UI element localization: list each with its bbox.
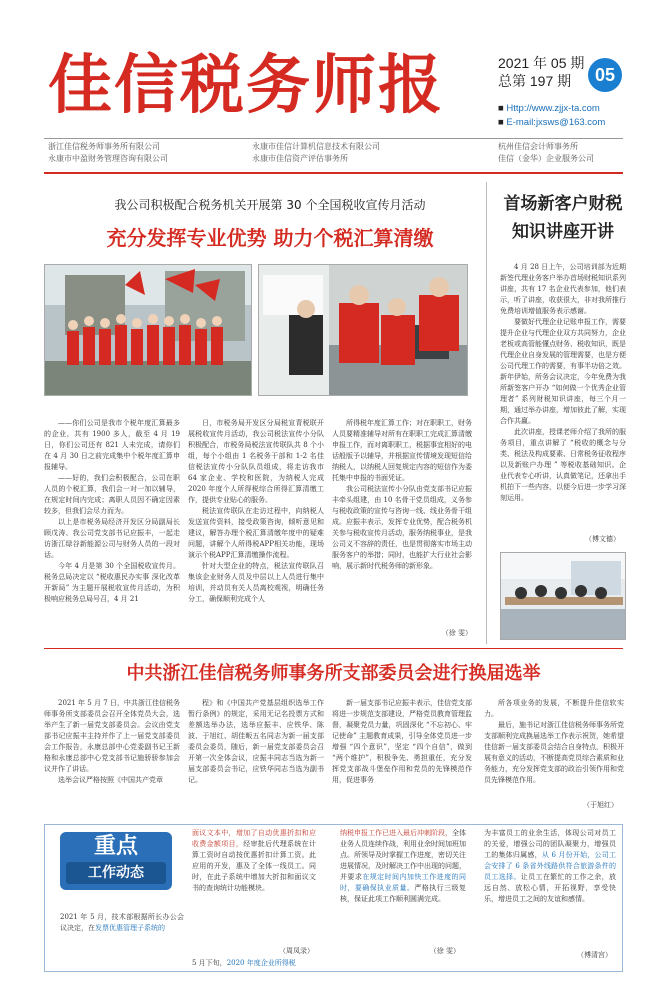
paragraph: 所各项业务的发展，不断提升佳信软实力。 [484,699,624,718]
side-signature: （傅文德） [585,535,620,543]
paragraph: 此次讲座，授课老师介绍了我所的服务项目，重点讲解了 “税收的概念与分类、税法及构成要素、日常税务征收程序以及新账户办理 ” 等税收基础知识。企业代表专心听讲，认真做笔记，还拿出手机拍下一些内容，以便今后进一步学习深刻运用。 [500,428,626,502]
column-divider [486,182,487,644]
lecture-photo-image [501,553,626,640]
website-line[interactable] [498,102,638,116]
text: 为丰富员工的业余生活，体现公司对员工的关爱，增强公司的团队凝聚力，增强员工的集体归属感， [484,829,616,859]
org-name: 杭州佳信会计师事务所 [498,142,578,151]
website-link[interactable]: Http://www.zjjx-ta.com [506,103,600,114]
party-signature: （于旭红） [583,801,618,809]
emblem-subtitle: 工作动态 [66,862,166,884]
news-emblem [60,832,172,890]
lead-signature: （徐 雯） [441,629,472,637]
issue-total: 总第 197 期 [498,73,572,89]
masthead-title: 佳信税务师报 [48,49,444,123]
side-title [499,190,627,252]
paragraph: 新一届支部书记应振丰表示，佳信党支部将进一步规范支部建设，严格党员教育管理监督，凝聚党员力量，巩固深化 “不忘初心、牢记使命” 主题教育成果，引导全体党员进一步增强 “四个意识”，坚定 “四个自信”，做到 “两个维护”，积极争先、勇担重任，充分发挥党支部战斗堡垒作用和党员的先锋模范作用，促进事务 [332,699,472,784]
text: 2021 年 5 月，技术部根据所长办公会议决定，在 [60,913,184,932]
paragraph: 2021 年 5 月 7 日，中共浙江佳信税务师事务所支部委员会召开全体党员大会，选举产生了新一届党支部委员会。会议由党支部书记应振丰主持并作了上一届党支部委员会工作报告，永康总部中心党委副书记王新格和永康总部中心党支部书记施骄骄参加会议并作了讲话。 [44,699,180,773]
bullet-icon: ■ [498,103,507,114]
news-item3-signature: （傅清宫） [577,951,612,959]
highlight-text: 面议文本中，增加了自动优惠折扣和应收费金额项目， [192,829,316,848]
news-item2-lead [192,958,332,970]
paragraph: 4 月 28 日上午，公司培训部为近期新签代理业务客户举办首场财税知识系列讲座，共有 17 名企业代表参加，他们表示，听了讲座，收获很大，非对我所推行免费培训增值服务表示感谢。 [500,263,626,315]
issue-info [498,54,588,94]
paragraph: ——你们公司是我市个税年度汇算最多的企业，共有 1900 多人，截至 4 月 19 日，你们公司还有 821 人未完成，请你们在 4 月 30 日之前完成集中个税年度汇算申报辅导。 [44,419,180,471]
lead-col-3 [332,418,472,624]
highlight-text: 在规定时间内加快工作进度的同时，要确保执业质量。 [340,873,466,892]
divider [44,648,623,649]
issue-badge: 05 [588,58,622,92]
paragraph: 所得税年度汇算工作；对在职职工，财务人员要精准辅导对所有在职职工完成汇算清缴申报工作，而对离职职工，税据事宜相好的电话般版予以辅导，并根据宣传情境发现短信给纳税人，以纳税人回复规定内容的短信作为委托集中申报的书面凭证。 [332,419,472,482]
lead-headline: 充分发挥专业优势 助力个税汇算清缴 [106,226,434,250]
text: 全体业务人员连续作战，利用业余时间加班加点。所领导及时掌握工作进度，密切关注进展情况，及时解决工作中出现的问题，并要求 [340,829,466,881]
side-body [500,262,626,532]
org-group-3 [498,141,628,173]
paragraph: 我公司税法宣传小分队由党支部书记应振丰牵头组建，由 10 名骨干党员组成，义务参与税收政策的宣传与咨询一线、线业务骨干组成。应振丰表示，发挥专业优势，配合税务机关参与税收宣传月活动，服务纳税事业，是我公司义不容辞的责任，也是贯彻落实市场主动服务客户的举措；同时，也能扩大行业社会影响，展示新时代税务师的新形象。 [332,485,472,570]
paragraph: 以上是市税务局经济开发区分局副局长顾戊涛、我公司党支部书记应振丰，一起走访浙江绿谷新能源公司与财务人员的一段对话。 [44,518,180,559]
org-group-1 [48,141,238,173]
party-col-4 [484,698,624,798]
news-item2-signature: （徐 雯） [429,947,460,955]
email-link[interactable]: E-mail:jxsws@163.com [506,117,606,128]
party-col-3 [332,698,472,810]
highlight-text: 发票优惠管理子系统的 [95,924,165,932]
email-line[interactable] [498,116,638,130]
emblem-title: 重点 [93,834,138,859]
org-name: 永康市佳信资产评估事务所 [252,154,348,163]
side-title-line: 首场新客户财税 [503,194,623,214]
news-item1-signature: （周凤录） [279,947,314,955]
org-name: 永康市中盈财务管理咨询有限公司 [48,154,168,163]
lead-kicker: 我公司积极配合税务机关开展第 30 个全国税收宣传月活动 [114,198,426,212]
highlight-text: 纳税申报工作已进入最后冲刺阶段， [340,829,452,837]
paragraph: 针对大型企业的特点，税法宣传联队召集该企业财务人员及中层以上人员进行集中培训，并动员有关人员离校观视，明确任务分工，确保顺利完成个人 [188,562,324,603]
news-item3-body [484,828,616,944]
paragraph: 选举会议严格按照《中国共产党章 [58,776,163,784]
org-name: 永康市佳信计算机信息技术有限公司 [252,142,380,151]
paragraph: 最后，施书记对浙江佳信税务师事务所党支部顺利完成换届选举工作表示祝贺，她希望佳信新一届支部委员会结合自身特点，积极开展有意义的活动，不断提高党员综合素质和业务能力，充分发挥党支部的政治引领作用和党员先锋模范作用。 [484,721,624,784]
paragraph: ——好的，我们会积极配合，公司在职人员的个税汇算，我们会一对一加以辅导，在规定时间内完成；离职人员因不确定因素较多，但我们会尽力而为。 [44,474,180,515]
paragraph: 要做好代理企业记账申报工作，需要提升企业与代理企业双方共同努力，企业老板或高管能懂点财务、税收知识，既是代理企业自身发展的管理需要，也是方便公司代理工作的需要，有事半功倍之效。新年伊始，所务会议决定，今年免费为我所新签客户开办 “如何做一个优秀企业管理者” 系列财税知识讲座，每三个月一期，通过举办讲座，增加彼此了解，实现合作共赢。 [500,318,626,425]
group-photo-image [45,265,252,396]
photo-office [258,264,468,396]
paragraph: 税法宣传联队在走访过程中，向纳税人发送宣传资料，接受政策咨询，倾听意见和建议，解答办理个税汇算清缴年度中的疑难问题，讲解个人所得税APP相关功能，现场演示个税APP汇算清缴操作流程。 [188,507,324,559]
org-group-2 [252,141,452,173]
contact-info [498,102,638,134]
paragraph: 日，市税务局开发区分局税宣青税联开展税收宣传月活动，我公司税法宣传小分队积极配合，市税务局税法宣传联队共 8 个小组，每个小组由 1 名税务干部和 1-2 名佳信税法宣传小分队队员组成，将走访我市 64 家企业、学校和医院，为纳税人完成 2020 年度个人所得税综合所得汇算清缴工作，提供专业贴心的服务。 [188,419,324,504]
text: 5 月下旬， [192,959,227,967]
party-col-2 [188,698,324,810]
highlight-text: 2020 年度企业所得税 [226,959,296,967]
org-name: 佳信（金华）企业服务公司 [498,154,594,163]
party-col-1 [44,698,180,810]
photo-group [44,264,252,396]
office-photo-image [259,265,468,396]
bullet-icon: ■ [498,117,507,128]
news-item1-body [192,828,316,952]
lead-col-2 [188,418,324,640]
issue-year: 2021 年 05 期 [498,55,585,71]
paragraph: 今年 4 月是第 30 个全国税收宣传月。税务总局决定以 “税收惠民办实事 深化改革开新局” 为主题开展税收宣传月活动，为积极响应税务总局号召，4 月 21 [44,562,180,603]
news-item1-lead [60,912,184,952]
highlight-text: 从 6 月份开始，公司工会安排了 6 条省外线路供符合旅游条件的员工选择。 [484,851,616,881]
photo-lecture [500,552,626,640]
paragraph: 程》和《中国共产党基层组织选举工作暂行条例》的规定，采用无记名投票方式和差额选举办法，选举应振丰、应铁华、陈波、于旭红、胡佳畈五名同志为新一届支部委员会委员，随后，新一届党支部委员会召开第一次全体会议，应振丰同志当选为新一届支部委员会书记，应铁华同志当选为副书记。 [188,699,324,784]
text: 经审批后代理系统在计算工资时自动按优惠折扣计算工资。此应用的开发，惠及了全体一线员工。同时，在此子系统中增加大折扣和面议文书的查询统计功能模块。 [192,840,316,892]
divider [44,138,623,139]
party-headline: 中共浙江佳信税务师事务所支部委员会进行换届选举 [126,663,541,684]
news-item2-body [340,828,466,932]
lead-col-1 [44,418,180,640]
text: 让员工在繁忙的工作之余，放远自然、放松心情，开拓视野，享受快乐，增进员工之间的友谊和感情。 [484,873,616,903]
side-title-line: 知识讲座开讲 [512,222,614,242]
org-name: 浙江佳信税务师事务所有限公司 [48,142,160,151]
text: 严格执行三级复核，保证此项工作顺利圆满完成。 [340,884,466,903]
red-rule [44,172,623,174]
